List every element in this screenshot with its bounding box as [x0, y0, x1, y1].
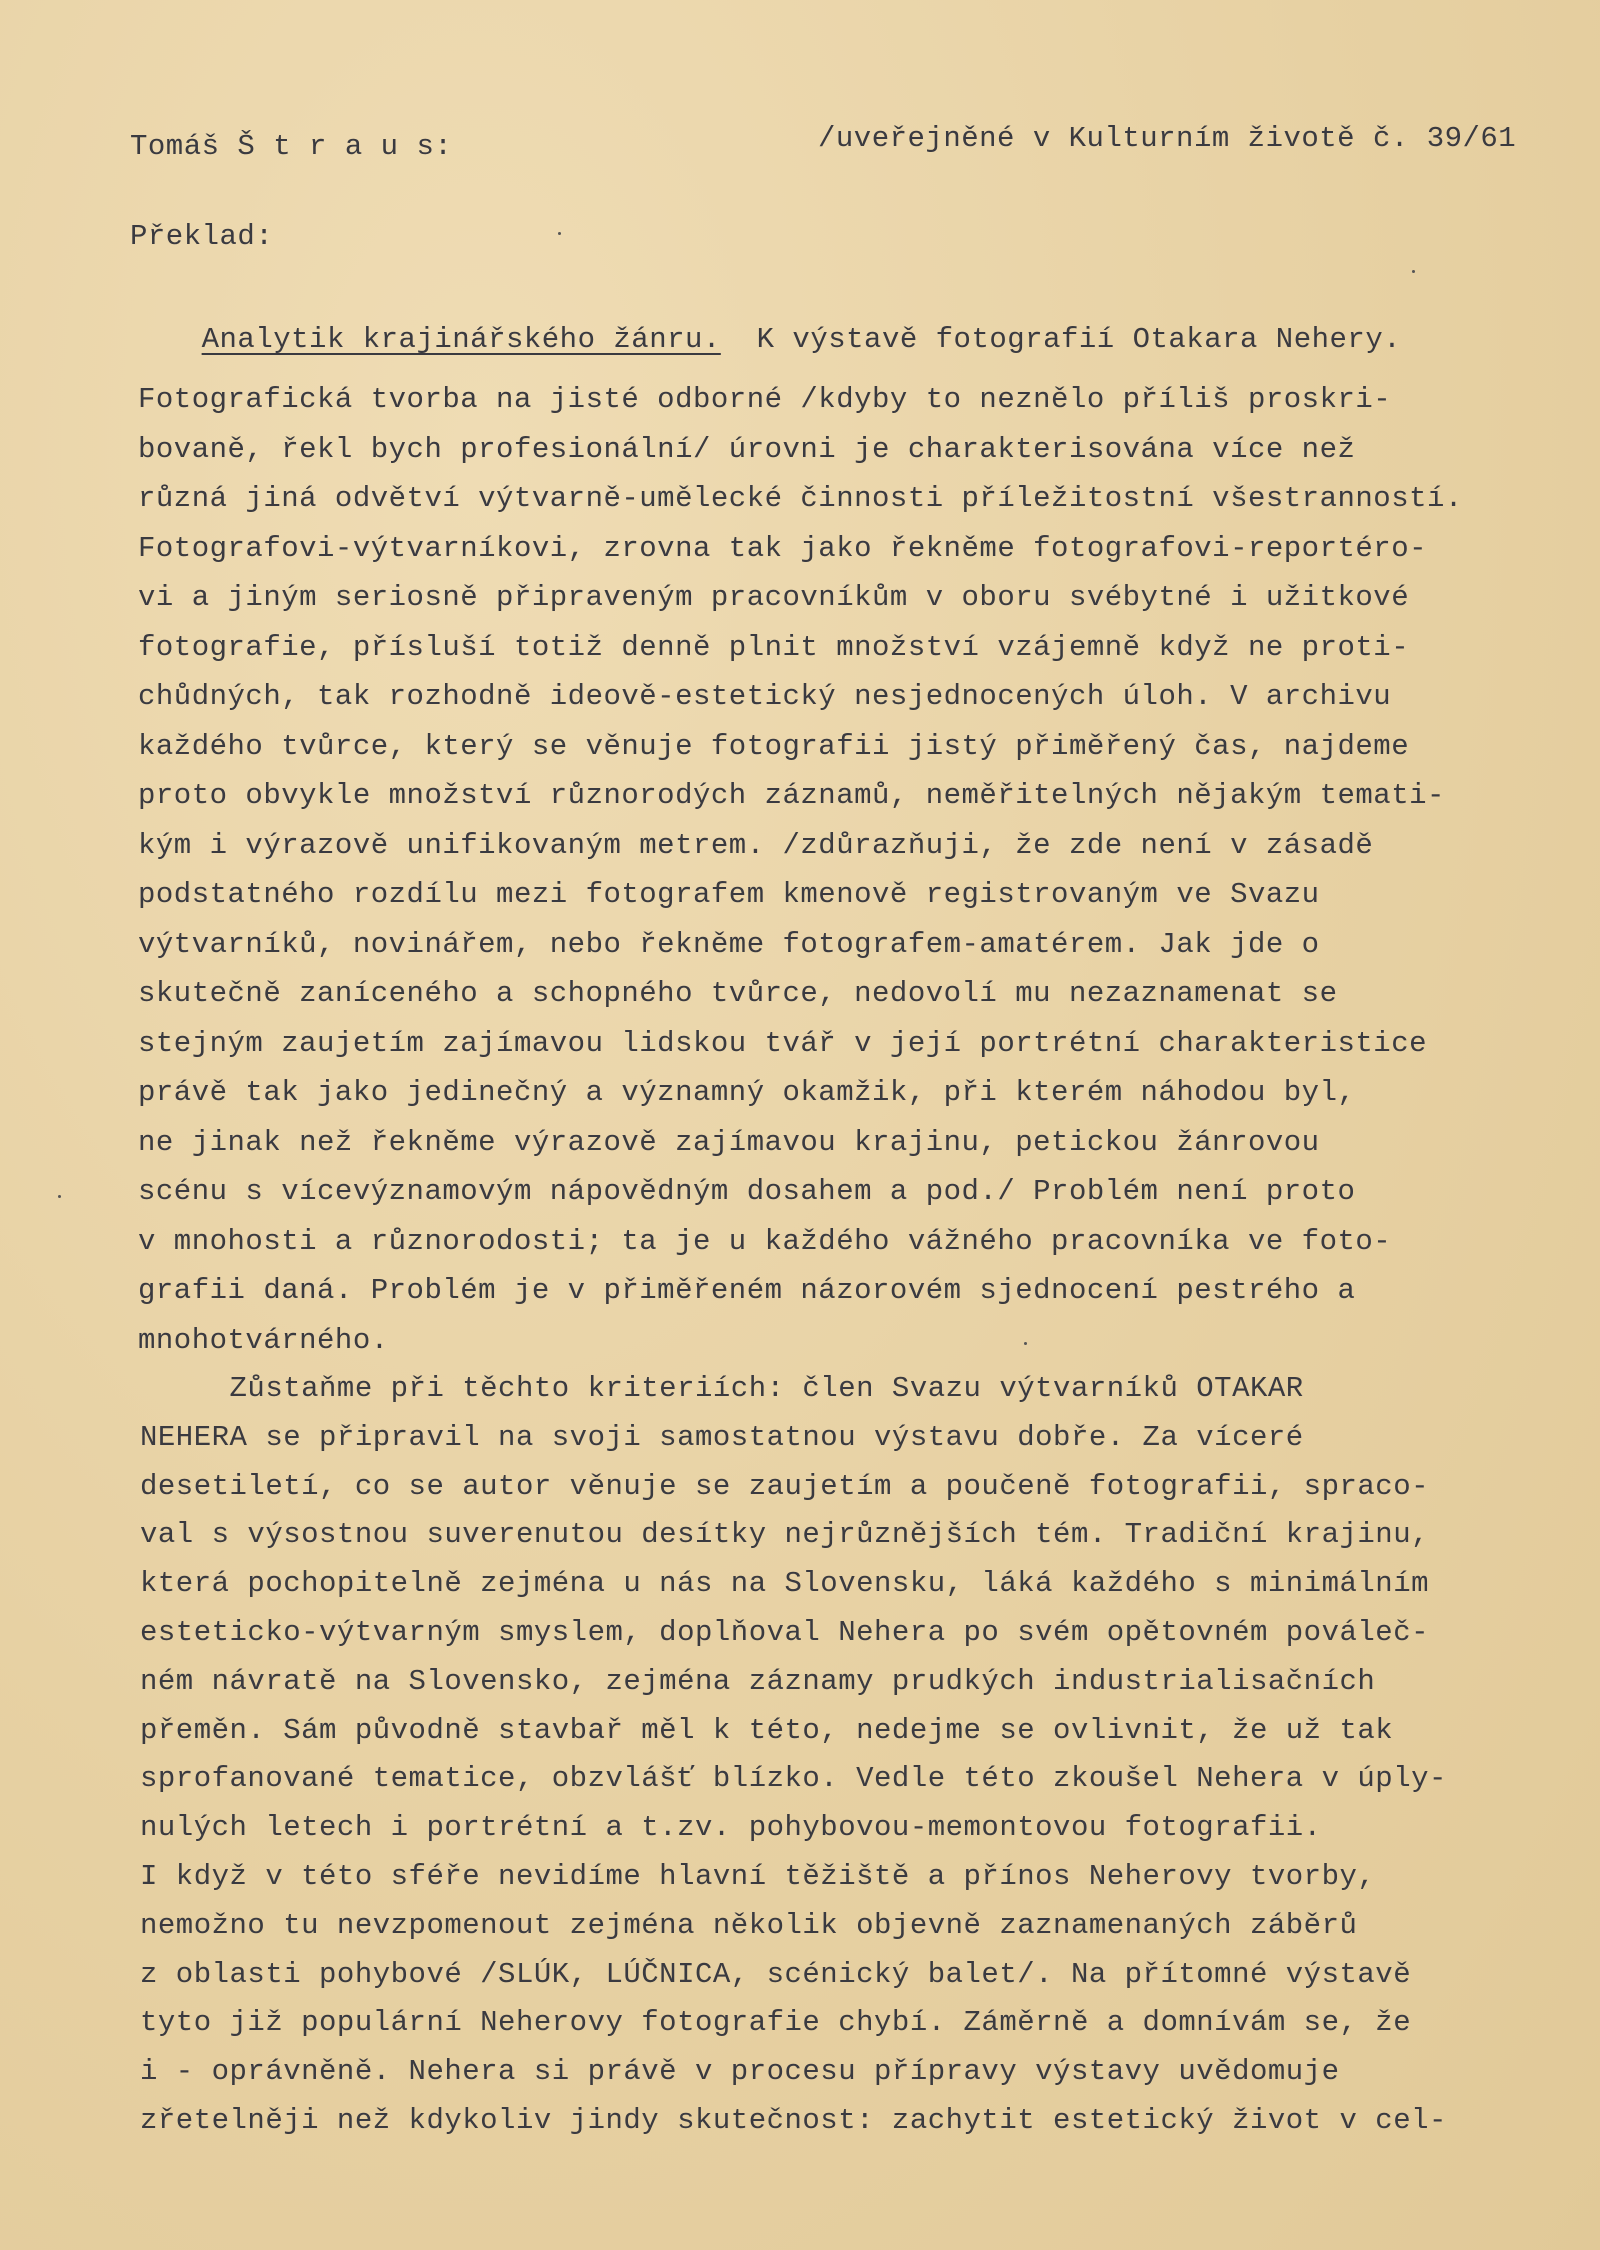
text-line: i - oprávněně. Nehera si právě v procesu přípravy výstavy uvědomuje [140, 2055, 1340, 2089]
text-line: různá jiná odvětví výtvarně-umělecké činnosti příležitostní všestranností. [138, 482, 1463, 515]
text-line: kým i výrazově unifikovaným metrem. /zdůrazňuji, že zde není v zásadě [138, 828, 1374, 862]
text-line: esteticko-výtvarným smyslem, doplňoval Nehera po svém opětovném poválеč- [140, 1615, 1430, 1649]
text-line: která pochopitelně zejména u nás na Slovensku, láká každého s minimálním [140, 1567, 1430, 1601]
text-line: stejným zaujetím zajímavou lidskou tvář v její portrétní charakteristice [138, 1026, 1428, 1060]
text-line: každého tvůrce, který se věnuje fotografii jistý přiměřený čas, najdeme [138, 729, 1410, 763]
text-line: z oblasti pohybové /SLÚK, LÚČNICA, scénický balet/. Na přítomné výstavě [140, 1957, 1412, 1991]
text-line: mnohotvárného. [138, 1323, 389, 1357]
article-title: Analytik krajinářského žánru. [201, 323, 721, 356]
text-line: val s výsostnou suverenutou desítky nejrůznějších tém. Tradiční krajinu, [140, 1518, 1430, 1552]
text-line: fotografie, přísluší totiž denně plnit množství vzájemně když ne proti- [138, 630, 1410, 664]
paragraph-2 [140, 1365, 1590, 2146]
text-line: I když v této sféře nevidíme hlavní těžiště a přínos Neherovy tvorby, [140, 1859, 1376, 1893]
text-line: nulých letech i portrétní a t.zv. pohybovou-memontovou fotografii. [140, 1811, 1322, 1845]
paper-speck [58, 1195, 61, 1198]
text-line: Fotografická tvorba na jisté odborné /kdyby to neznělo příliš proskri- [138, 383, 1392, 416]
text-line: přeměn. Sám původně stavbař měl k této, nedejme se ovlivnit, že už tak [140, 1713, 1394, 1747]
text-line: proto obvykle množství různorodých záznamů, neměřitelných nějakým temati- [138, 779, 1445, 812]
text-line: bovaně, řekl bych profesionální/ úrovni je charakterisována více než [138, 432, 1356, 466]
text-line: ném návratě na Slovensko, zejména záznamy prudkých industrialisačních [140, 1664, 1376, 1698]
paper-speck [1024, 1342, 1027, 1345]
text-line: v mnohosti a různorodosti; ta je u každého vážného pracovníka ve foto- [138, 1224, 1392, 1258]
text-line: sprofanované tematice, obzvlášť blízko. Vedle této zkoušel Nehera v úply- [140, 1762, 1447, 1796]
text-line: Fotografovi-výtvarníkovi, zrovna tak jako řekněme fotografovi-reportérо- [138, 531, 1428, 565]
text-line: tyto již populární Neherovy fotografie chybí. Záměrně a domnívám se, že [140, 2006, 1412, 2040]
paragraph-1 [138, 375, 1588, 1365]
paper-speck [558, 232, 561, 235]
publication-note: /uveřejněné v Kulturním životě č. 39/61 [818, 122, 1517, 155]
text-line: Zůstaňme při těchto kriteriích: člen Svazu výtvarníků OTAKAR [140, 1372, 1304, 1405]
paper-speck [1412, 270, 1415, 273]
translation-label: Překlad: [130, 220, 274, 253]
text-line: vi a jiným seriosně připraveným pracovníkům v oboru svébytné i užitkové [138, 581, 1410, 614]
text-line: NEHERA se připravil na svoji samostatnou výstavu dobře. Za víceré [140, 1420, 1304, 1454]
text-line: výtvarníků, novinářem, nebo řekněme fotografem-amatérem. Jak jde o [138, 927, 1320, 961]
author-name: Tomáš Š t r a u s: [130, 130, 453, 163]
text-line: nemožno tu nevzpomenout zejména několik objevně zaznamenaných záběrů [140, 1908, 1358, 1942]
text-line: skutečně zaníceného a schopného tvůrce, nedovolí mu nezaznamenat se [138, 977, 1338, 1010]
text-line: desetiletí, co se autor věnuje se zaujetím a poučeně fotografii, spraco- [140, 1469, 1430, 1503]
text-line: chůdných, tak rozhodně ideově-estetický nesjednocených úloh. V archivu [138, 680, 1392, 713]
text-line: scénu s vícevýznamovým nápovědným dosahem a pod./ Problém není proto [138, 1175, 1356, 1208]
text-line: ne jinak než řekněme výrazově zajímavou krajinu, petickou žánrovou [138, 1125, 1320, 1159]
text-line: grafii daná. Problém je v přiměřeném názorovém sjednocení pestrého a [138, 1274, 1356, 1307]
article-subtitle: K výstavě fotografií Otakara Nehery. [756, 323, 1402, 356]
text-line: podstatného rozdílu mezi fotografem kmenově registrovaným ve Svazu [138, 878, 1320, 911]
text-line: zřetelněji než kdykoliv jindy skutečnost: zachytit estetický život v cel- [140, 2103, 1447, 2137]
text-line: právě tak jako jedinečný a významný okamžik, při kterém náhodou byl, [138, 1076, 1356, 1109]
